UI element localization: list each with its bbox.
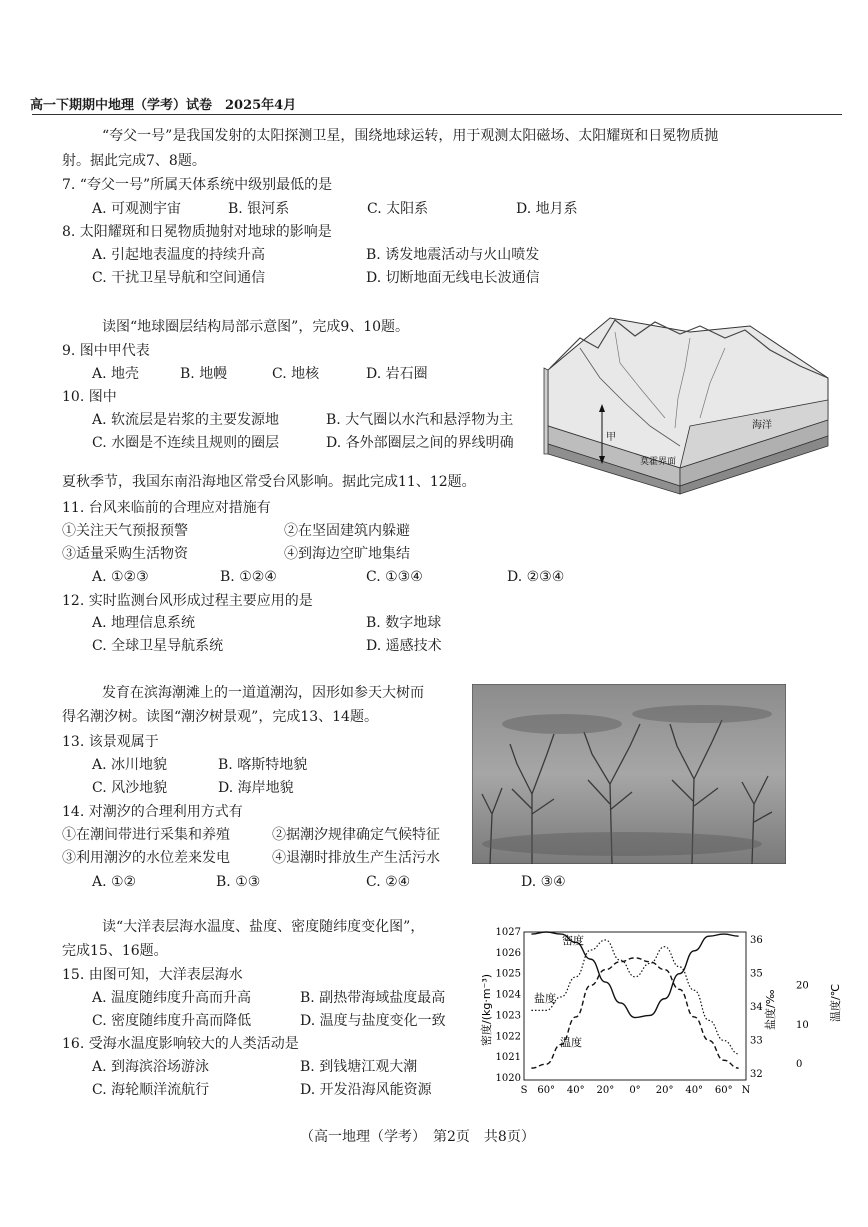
q13-option-b: B. 喀斯特地貌 [218,757,308,773]
density-series-label: 密度 [562,934,584,947]
q9-option-c: C. 地核 [272,366,320,382]
q10-option-c: C. 水圈是不连续且规则的圈层 [92,435,280,451]
x-tick-label: 20° [596,1085,615,1096]
y-left-tick-label: 1027 [495,927,521,938]
q7-option-b: B. 银河系 [228,201,290,217]
q10-option-d: D. 各外部圈层之间的界线明确 [326,435,514,451]
q14-stem: 14. 对潮汐的合理利用方式有 [62,804,243,820]
q16-option-c: C. 海轮顺洋流航行 [92,1082,210,1098]
x-tick-label: 60° [537,1085,556,1096]
x-tick-label: 20° [655,1085,674,1096]
q12-option-c: C. 全球卫星导航系统 [92,638,224,654]
q16-stem: 16. 受海水温度影响较大的人类活动是 [62,1036,299,1052]
q15-option-d: D. 温度与盐度变化一致 [300,1013,446,1029]
q13-option-c: C. 风沙地貌 [92,780,168,796]
temp-salinity-density-chart [474,922,846,1098]
intro-15-16-line2: 完成15、16题。 [62,943,168,959]
exam-header: 高一下期期中地理（学考）试卷 2025年4月 [30,98,297,113]
intro-11-12: 夏秋季节，我国东南沿海地区常受台风影响。据此完成11、12题。 [62,474,476,490]
q13-option-d: D. 海岸地貌 [218,780,294,796]
y-right-axis-title: 温度/℃ [829,983,842,1022]
q8-option-a: A. 引起地表温度的持续升高 [92,247,266,263]
q11-option-d: D. ②③④ [507,569,565,585]
x-tick-label: 60° [714,1085,733,1096]
q15-option-b: B. 副热带海域盐度最高 [300,990,446,1006]
q11-stem: 11. 台风来临前的合理应对措施有 [62,500,271,516]
earth-sphere-diagram [540,308,836,498]
y-mid-tick-label: 33 [750,1035,763,1047]
q14-item-3: ③利用潮汐的水位差来发电 [62,850,230,866]
y-left-tick-label: 1020 [495,1073,521,1084]
y-mid-tick-label: 34 [750,1002,763,1013]
intro-13-14-line2: 得名潮汐树。读图“潮汐树景观”，完成13、14题。 [62,709,378,725]
intro-7-8-line2: 射。据此完成7、8题。 [62,153,206,169]
y-left-tick-label: 1026 [495,947,521,959]
q11-item-4: ④到海边空旷地集结 [284,546,410,562]
y-right-tick-label: 10 [796,1019,809,1031]
q14-option-a: A. ①② [92,874,137,890]
series-temp-line [531,958,738,1068]
q15-stem: 15. 由图可知，大洋表层海水 [62,967,243,983]
q14-option-c: C. ②④ [366,874,411,890]
q8-stem: 8. 太阳耀斑和日冕物质抛射对地球的影响是 [62,224,332,240]
q14-item-1: ①在潮间带进行采集和养殖 [62,827,230,843]
y-right-tick-label: 0 [796,1059,803,1071]
intro-13-14-line1: 发育在滨海潮滩上的一道道潮沟，因形如参天大树而 [102,685,424,701]
q8-option-d: D. 切断地面无线电长波通信 [366,270,540,286]
q12-option-a: A. 地理信息系统 [92,615,196,631]
q12-stem: 12. 实时监测台风形成过程主要应用的是 [62,593,313,609]
intro-15-16-line1: 读“大洋表层海水温度、盐度、密度随纬度变化图”， [102,919,425,935]
q15-option-c: C. 密度随纬度升高而降低 [92,1013,252,1029]
y-mid-axis-title: 盐度/‰ [764,989,777,1030]
q13-option-a: A. 冰川地貌 [92,757,168,773]
q15-option-a: A. 温度随纬度升高而升高 [92,990,252,1006]
jia-label: 甲 [606,432,616,443]
header-rule [32,114,842,115]
q11-option-b: B. ①②④ [220,569,277,585]
y-left-tick-label: 1021 [495,1052,521,1064]
y-right-tick-label: 20 [796,980,809,992]
y-left-tick-label: 1024 [495,989,521,1001]
q11-item-2: ②在坚固建筑内躲避 [284,523,410,539]
y-left-tick-label: 1025 [495,968,521,980]
q8-option-b: B. 诱发地震活动与火山喷发 [366,247,540,263]
x-tick-label: 0° [629,1085,641,1096]
x-tick-label: 40° [566,1085,585,1096]
q9-option-a: A. 地壳 [92,366,140,382]
q10-stem: 10. 图中 [62,389,117,405]
q11-item-1: ①关注天气预报预警 [62,523,188,539]
y-mid-tick-label: 35 [750,968,763,980]
ocean-label: 海洋 [752,420,772,431]
q9-option-d: D. 岩石圈 [366,366,428,382]
q12-option-b: B. 数字地球 [366,615,442,631]
q9-stem: 9. 图中甲代表 [62,343,150,359]
q7-option-c: C. 太阳系 [367,201,429,217]
y-mid-tick-label: 32 [750,1069,763,1080]
x-tick-label: 40° [685,1085,704,1096]
q16-option-d: D. 开发沿海风能资源 [300,1082,432,1098]
q7-option-d: D. 地月系 [516,201,578,217]
q7-option-a: A. 可观测宇宙 [92,201,182,217]
q16-option-a: A. 到海滨浴场游泳 [92,1059,210,1075]
q14-option-d: D. ③④ [521,874,566,890]
intro-9-10: 读图“地球圈层结构局部示意图”，完成9、10题。 [102,319,410,335]
q7-stem: 7. “夸父一号”所属天体系统中级别最低的是 [62,177,333,193]
y-left-tick-label: 1023 [495,1010,521,1022]
q10-option-a: A. 软流层是岩浆的主要发源地 [92,412,280,428]
q14-item-2: ②据潮汐规律确定气候特征 [272,827,440,843]
intro-7-8-line1: “夸父一号”是我国发射的太阳探测卫星，围绕地球运转，用于观测太阳磁场、太阳耀斑和日冕物质抛 [102,128,719,144]
q11-option-c: C. ①③④ [366,569,423,585]
q11-option-a: A. ①②③ [92,569,149,585]
q13-stem: 13. 该景观属于 [62,734,159,750]
q14-item-4: ④退潮时排放生产生活污水 [272,850,440,866]
q10-option-b: B. 大气圈以水汽和悬浮物为主 [326,412,514,428]
q11-item-3: ③适量采购生活物资 [62,546,188,562]
q12-option-d: D. 遥感技术 [366,638,442,654]
q14-option-b: B. ①③ [216,874,261,890]
page-footer: （高一地理（学考） 第2页 共8页） [300,1129,535,1145]
y-mid-tick-label: 36 [750,935,763,946]
q8-option-c: C. 干扰卫星导航和空间通信 [92,270,266,286]
salinity-series-label: 盐度 [534,992,556,1005]
x-tick-label: S [520,1085,528,1096]
moho-label: 莫霍界面 [640,457,677,467]
y-left-tick-label: 1022 [495,1031,521,1043]
plot-frame [524,932,746,1080]
temp-series-label: 温度 [560,1036,582,1049]
q16-option-b: B. 到钱塘江观大潮 [300,1059,418,1075]
y-left-axis-title: 密度/(kg·m⁻³) [480,973,493,1046]
tidal-tree-photo [472,684,786,864]
q9-option-b: B. 地幔 [180,366,228,382]
x-tick-label: N [741,1085,751,1096]
